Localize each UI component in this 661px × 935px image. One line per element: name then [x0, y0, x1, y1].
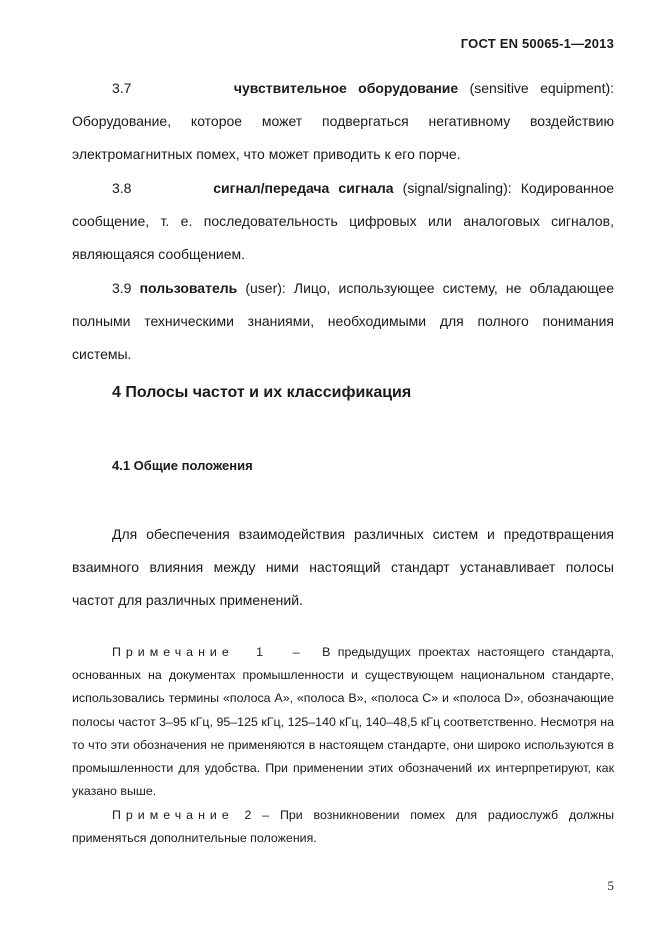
note-dash: –: [262, 808, 270, 822]
definition-english: (user):: [245, 280, 286, 296]
definition-term: сигнал/передача сигнала: [213, 180, 394, 196]
subsection-heading: 4.1 Общие положения: [112, 458, 253, 473]
definition-text: Оборудование, которое может подвергаться негативному воздействию электромагнитных помех, что может приводить к его порче.: [72, 113, 614, 162]
note-text: В предыдущих проектах настоящего стандарта, основанных на документах промышленности и существующем национальном стандарте, использовались термины «полоса А», «полоса В», «полоса С» и «полоса D», обозначающие полосы частот 3–95 кГц, 95–125 кГц, 125–140 кГц, 140–48,5 кГц соответственно. Несмотря на то что эти обозначения не применяются в настоящем стандарте, они широко используются в промышленности для удобства. При применении этих обозначений их интерпретируют, как указано выше.: [72, 645, 615, 799]
definition-number: 3.8: [112, 180, 132, 196]
note-label: Примечание: [112, 645, 234, 659]
definition-english: (sensitive equipment):: [469, 80, 615, 96]
definition-number: 3.7: [112, 80, 132, 96]
note-1: [72, 641, 614, 803]
definition-term: пользователь: [139, 280, 238, 296]
section-heading: 4 Полосы частот и их классификация: [112, 384, 412, 401]
body-paragraph-text: Для обеспечения взаимодействия различных систем и предотвращения взаимного влияния между ними настоящий стандарт устанавливает полосы частот для различных применений.: [72, 526, 614, 608]
note-2: [72, 804, 614, 850]
definition-3-8: [72, 172, 614, 271]
note-dash: –: [292, 645, 300, 659]
definition-3-9: [72, 272, 614, 371]
definition-term: чувствительное оборудование: [233, 80, 459, 96]
note-number: 1: [256, 645, 263, 659]
definition-text: Кодированное сообщение, т. е. последовательность цифровых или аналоговых сигналов, являющаяся сообщением.: [72, 180, 615, 262]
note-label: Примечание: [112, 808, 234, 822]
body-paragraph: [72, 518, 614, 617]
definition-number: 3.9: [112, 280, 132, 296]
definition-text: Лицо, использующее систему, не обладающее полными техническими знаниями, необходимыми для полного понимания системы.: [72, 280, 614, 362]
document-header: ГОСТ EN 50065-1—2013: [460, 36, 614, 51]
page-number: 5: [607, 878, 614, 893]
note-number: 2: [244, 808, 252, 822]
definition-3-7: [72, 72, 614, 171]
definition-english: (signal/signaling):: [402, 180, 512, 196]
note-text: При возникновении помех для радиослужб должны применяться дополнительные положения.: [72, 808, 614, 846]
